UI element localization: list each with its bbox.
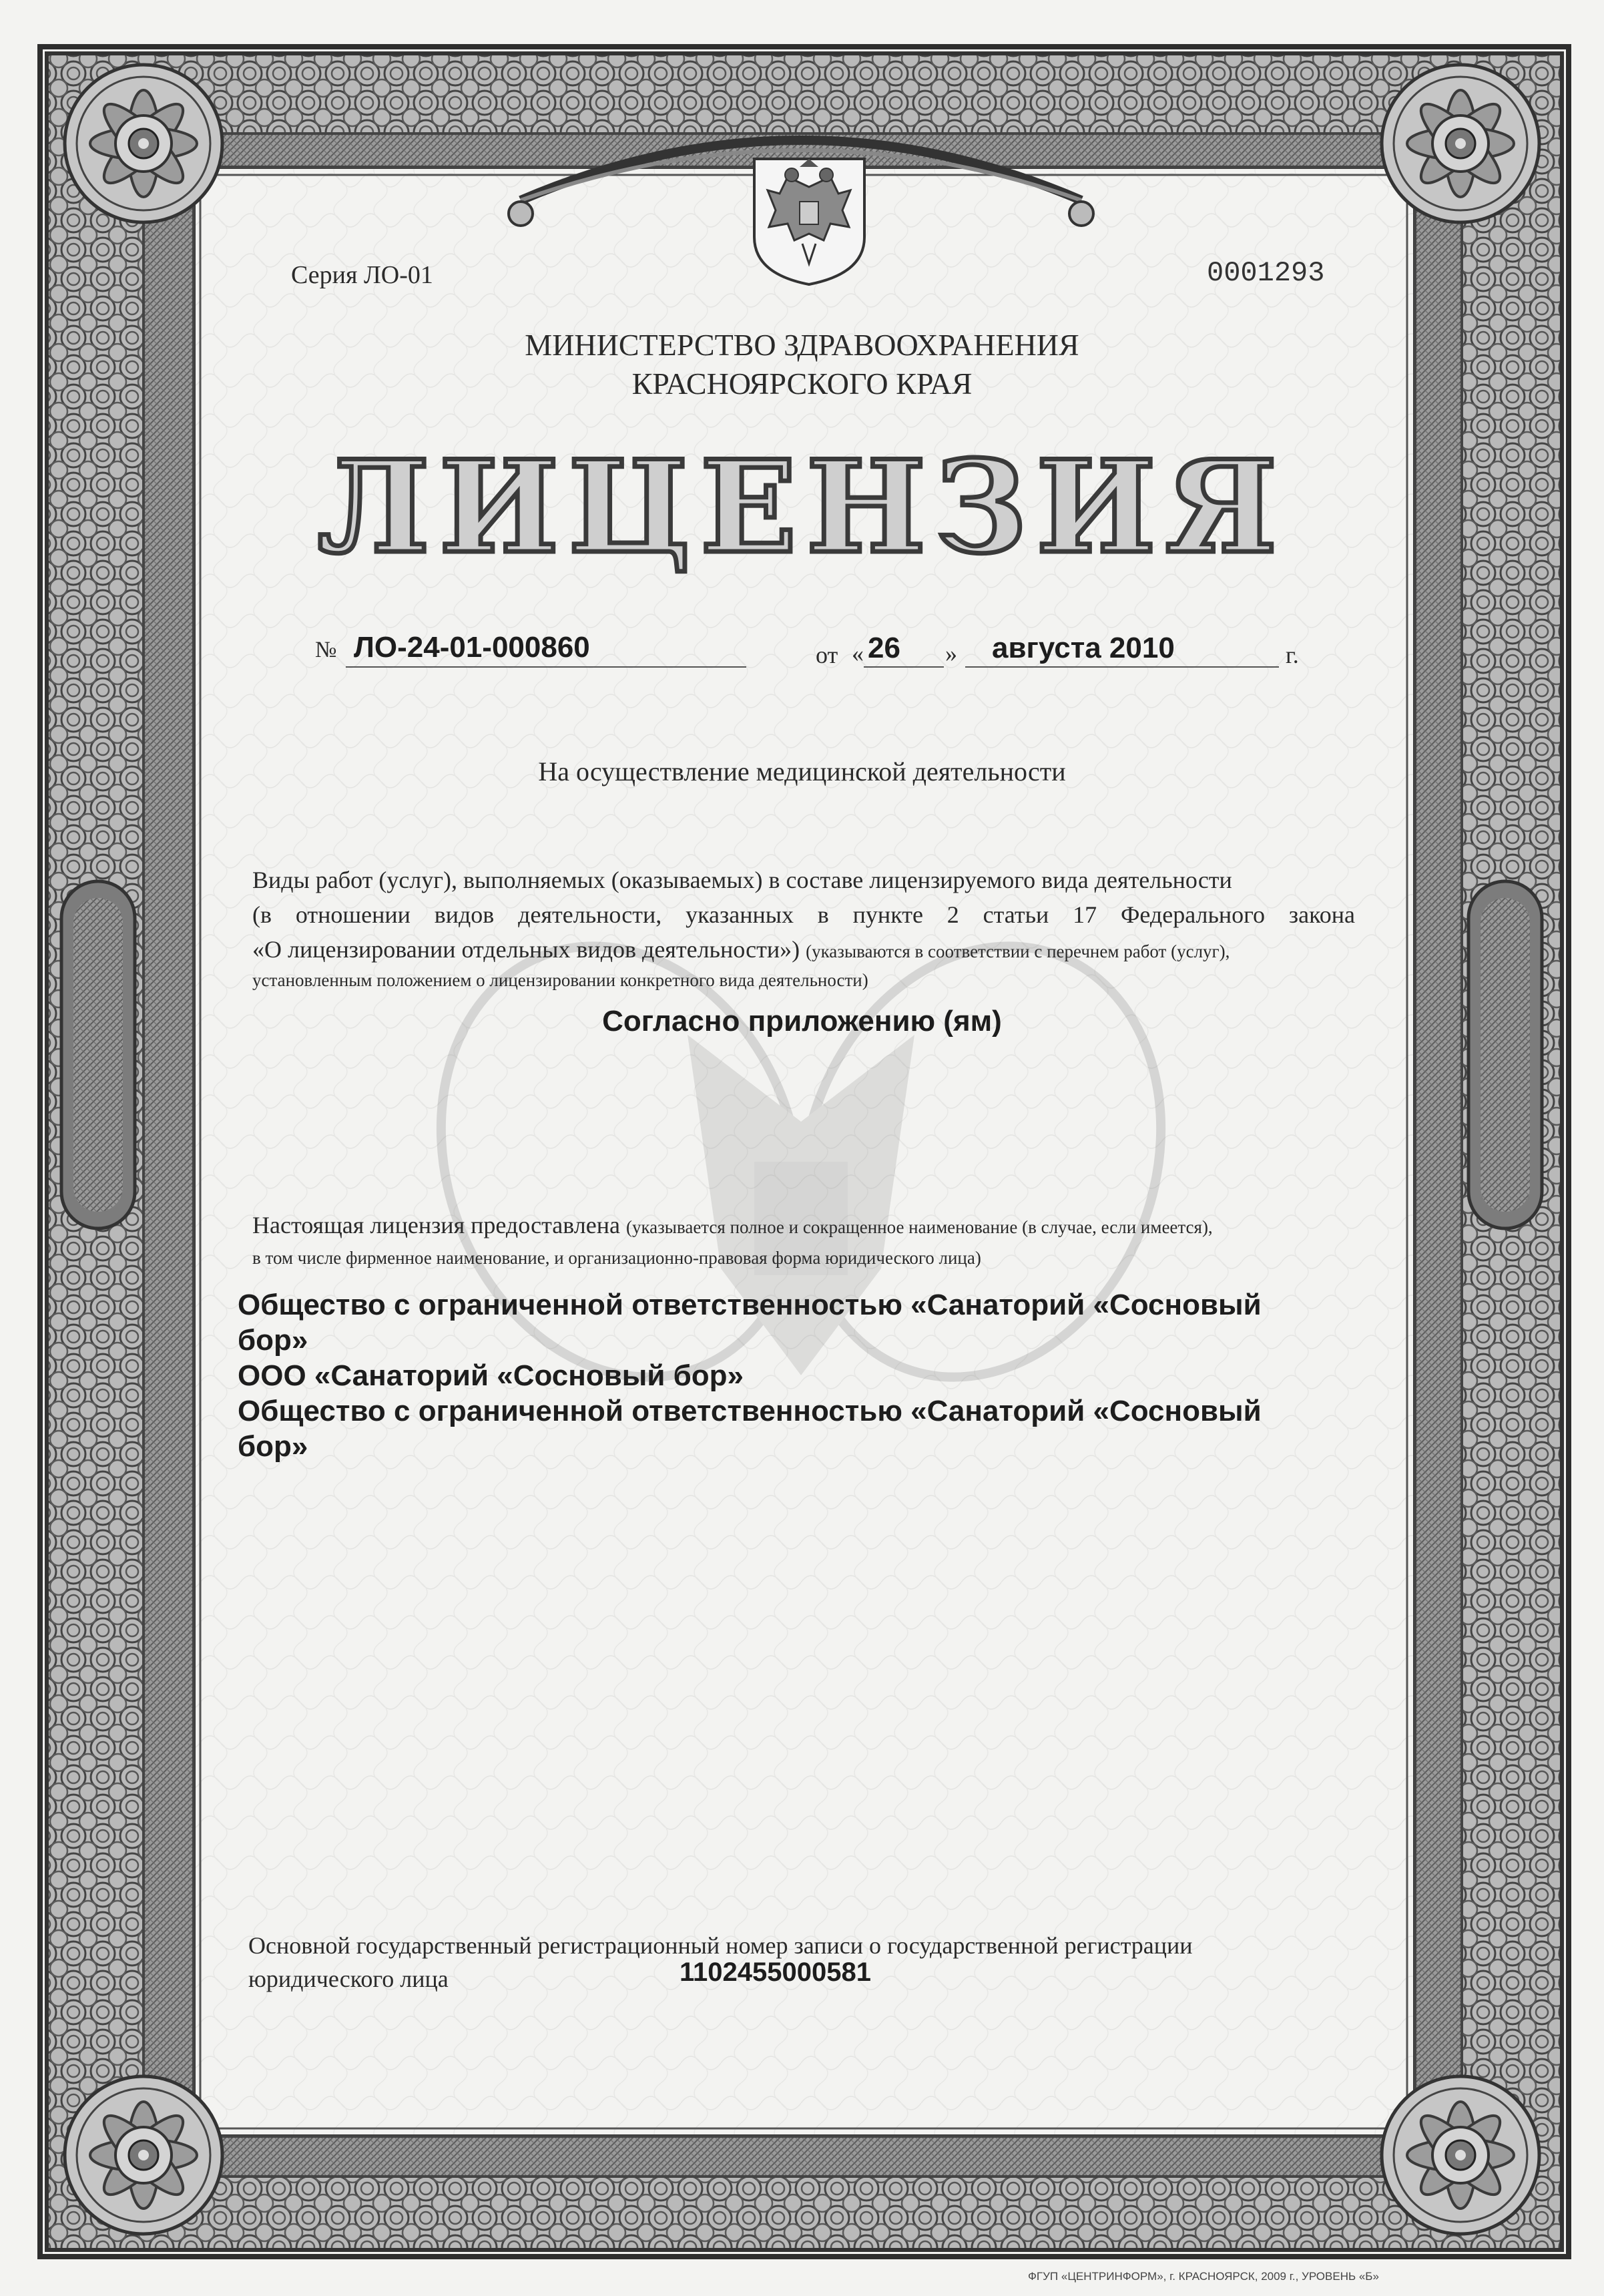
date-from-label: от bbox=[816, 642, 838, 668]
date-day-underline bbox=[864, 666, 944, 668]
russian-coat-of-arms-icon bbox=[748, 154, 871, 287]
granted-note-a: (указывается полное и сокращенное наименование (в случае, если имеется), bbox=[625, 1217, 1213, 1237]
issuer-line-1: МИНИСТЕРСТВО ЗДРАВООХРАНЕНИЯ bbox=[525, 328, 1079, 362]
license-number-underline bbox=[346, 666, 746, 668]
org-line: Общество с ограниченной ответственностью «Санаторий «Сосновый bbox=[238, 1395, 1262, 1427]
number-sign: № bbox=[315, 638, 337, 662]
issuer-line-2: КРАСНОЯРСКОГО КРАЯ bbox=[631, 367, 973, 401]
works-description bbox=[252, 863, 1355, 991]
works-line-1: Виды работ (услуг), выполняемых (оказываемых) в составе лицензируемого вида деятельности bbox=[252, 867, 1232, 893]
org-line: бор» bbox=[238, 1324, 308, 1357]
document-title: ЛИЦЕНЗИЯ bbox=[317, 433, 1287, 582]
date-day: 26 bbox=[868, 632, 900, 664]
org-line: Общество с ограниченной ответственностью «Санаторий «Сосновый bbox=[238, 1289, 1262, 1321]
organization-names bbox=[238, 1287, 1262, 1464]
year-suffix: г. bbox=[1286, 642, 1299, 668]
date-month-year: августа 2010 bbox=[992, 632, 1175, 664]
granted-note-b: в том числе фирменное наименование, и организационно-правовая форма юридического лица) bbox=[252, 1248, 981, 1268]
org-line: бор» bbox=[238, 1430, 308, 1463]
issuer-name bbox=[0, 326, 1604, 403]
works-note-a: (указываются в соответствии с перечнем работ (услуг), bbox=[806, 941, 1230, 961]
printer-imprint: ФГУП «ЦЕНТРИНФОРМ», г. КРАСНОЯРСК, 2009 г., УРОВЕНЬ «Б» bbox=[1028, 2270, 1379, 2283]
ogrn-label-line-1: Основной государственный регистрационный номер записи о государственной регистрации bbox=[248, 1932, 1193, 1959]
license-number: ЛО-24-01-000860 bbox=[354, 631, 590, 664]
ogrn-value: 1102455000581 bbox=[680, 1958, 871, 1987]
granted-label: Настоящая лицензия предоставлена bbox=[252, 1212, 620, 1238]
granted-row bbox=[252, 1210, 1360, 1242]
works-line-3: «О лицензировании отдельных видов деятельности») bbox=[252, 936, 800, 963]
activity-purpose: На осуществление медицинской деятельности bbox=[538, 756, 1066, 786]
works-value: Согласно приложению (ям) bbox=[602, 1005, 1002, 1038]
date-month-underline bbox=[965, 666, 1279, 668]
granted-to-section bbox=[252, 1210, 1360, 1273]
works-note-b: установленным положением о лицензировании конкретного вида деятельности) bbox=[252, 970, 868, 990]
open-quote: « bbox=[852, 640, 864, 667]
works-line-3-row bbox=[252, 932, 1355, 969]
close-quote: » bbox=[945, 640, 957, 667]
serial-number: 0001293 bbox=[1207, 257, 1325, 289]
ogrn-label-line-2: юридического лица bbox=[248, 1966, 449, 1992]
org-line: ООО «Санаторий «Сосновый бор» bbox=[238, 1359, 744, 1392]
works-line-2: (в отношении видов деятельности, указанных в пункте 2 статьи 17 Федерального закона bbox=[252, 901, 1355, 928]
series-label: Серия ЛО-01 bbox=[291, 261, 433, 289]
